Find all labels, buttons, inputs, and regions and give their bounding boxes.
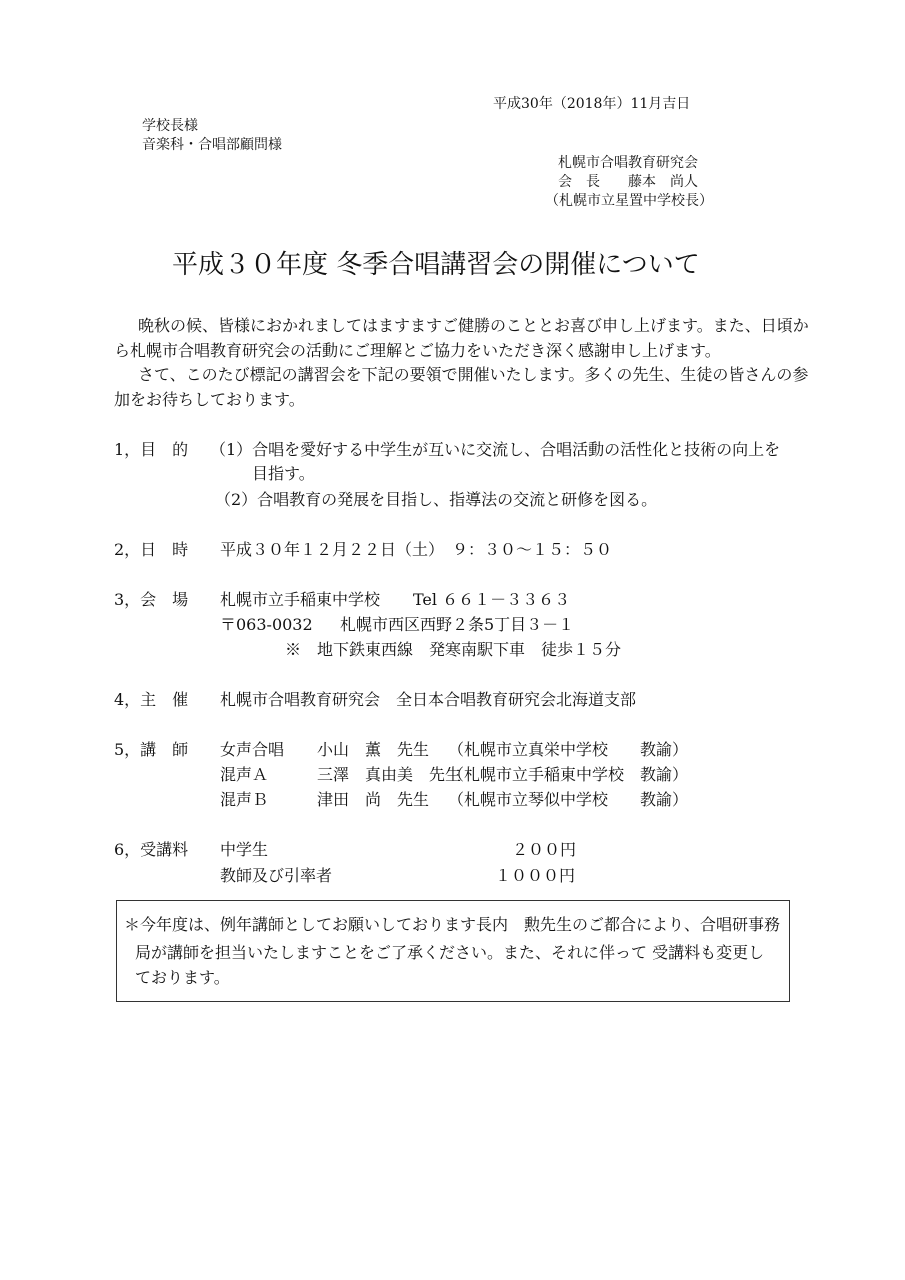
item-label: 1，目 的 <box>114 440 189 459</box>
fee-amount: １０００円 <box>495 866 576 885</box>
venue-address: 札幌市西区西野２条5丁目３－１ <box>340 615 575 634</box>
sender-org: 札幌市合唱教育研究会 <box>558 155 698 171</box>
item-label: 5，講 師 <box>114 740 189 759</box>
notice-line: 局が講師を担当いたしますことをご了承ください。また、それに伴って 受講料も変更し <box>135 943 765 962</box>
instructor-name: 小山 薫 先生 <box>317 740 430 759</box>
purpose-line: （2）合唱教育の発展を目指し、指導法の交流と研修を図る。 <box>215 490 658 509</box>
sender-name: 会 長 藤本 尚人 <box>558 174 698 190</box>
fee-who: 中学生 <box>220 840 269 859</box>
item-label: 4，主 催 <box>114 690 189 709</box>
intro-line: 晩秋の候、皆様におかれましてはますますご健勝のこととお喜び申し上げます。また、日頃か <box>138 316 809 335</box>
notice-line: ております。 <box>135 968 230 987</box>
instructor-school: （札幌市立琴似中学校 教諭） <box>448 790 689 809</box>
recipient: 学校長様 <box>142 118 198 134</box>
organizer-value: 札幌市合唱教育研究会 全日本合唱教育研究会北海道支部 <box>220 690 637 709</box>
intro-line: さて、このたび標記の講習会を下記の要領で開催いたします。多くの先生、生徒の皆さんの参 <box>138 365 809 384</box>
item-label: 3，会 場 <box>114 590 189 609</box>
instructor-part: 混声Ａ <box>220 765 269 784</box>
sender-school: （札幌市立星置中学校長） <box>545 193 713 209</box>
instructor-school: （札幌市立手稲東中学校 教諭） <box>448 765 689 784</box>
fee-amount: ２００円 <box>512 840 577 859</box>
instructor-school: （札幌市立真栄中学校 教諭） <box>448 740 689 759</box>
page-title: 平成３０年度 冬季合唱講習会の開催について <box>172 250 700 280</box>
venue-tel: Tel ６６１－３３６３ <box>413 590 571 609</box>
venue-name: 札幌市立手稲東中学校 <box>220 590 381 609</box>
instructor-name: 三澤 真由美 先生 <box>317 765 462 784</box>
notice-line: ＊今年度は、例年講師としてお願いしております長内 勲先生のご都合により、合唱研事務 <box>124 915 781 934</box>
instructor-part: 混声Ｂ <box>220 790 269 809</box>
item-label: 2，日 時 <box>114 540 189 559</box>
recipient: 音楽科・合唱部顧問様 <box>142 137 282 153</box>
date: 平成30年（2018年）11月吉日 <box>493 96 691 112</box>
fee-who: 教師及び引率者 <box>220 866 333 885</box>
datetime-value: 平成３０年１２月２２日（土） ９：３０〜１５：５０ <box>220 540 613 559</box>
instructor-name: 津田 尚 先生 <box>317 790 430 809</box>
purpose-line: （1）合唱を愛好する中学生が互いに交流し、合唱活動の活性化と技術の向上を <box>210 440 781 459</box>
venue-access: ※ 地下鉄東西線 発寒南駅下車 徒歩１５分 <box>285 640 622 659</box>
intro-line: ら札幌市合唱教育研究会の活動にご理解とご協力をいただき深く感謝申し上げます。 <box>114 341 721 360</box>
instructor-part: 女声合唱 <box>220 740 285 759</box>
purpose-line: 目指す。 <box>252 464 315 483</box>
intro-line: 加をお待ちしております。 <box>114 390 305 409</box>
venue-postal: 〒063-0032 <box>220 615 313 634</box>
item-label: 6，受講料 <box>114 840 189 859</box>
